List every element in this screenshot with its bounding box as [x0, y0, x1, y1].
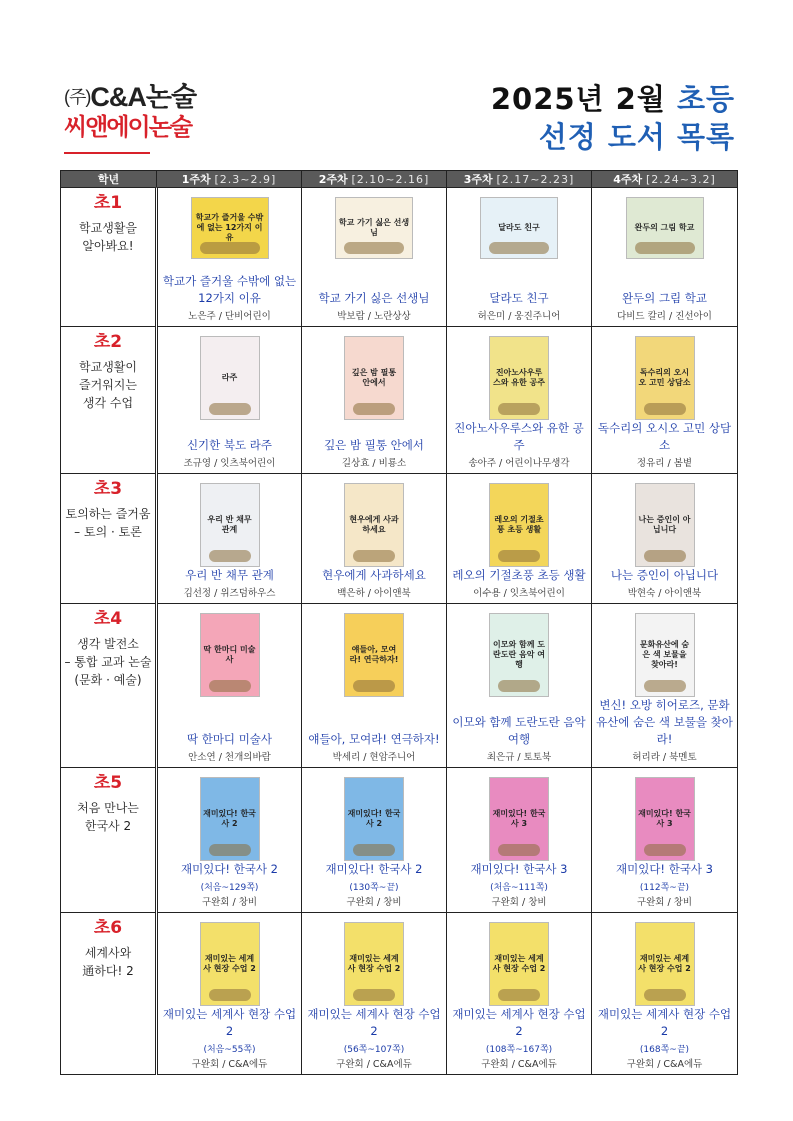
- book-cover-image: [344, 483, 404, 567]
- book-entry: [592, 768, 737, 912]
- book-entry: [447, 327, 591, 473]
- table-header-row: [61, 171, 738, 188]
- book-cover-image: [191, 197, 269, 259]
- logo-brand: C&A논술: [90, 82, 197, 112]
- cover-illustration: [209, 844, 251, 856]
- book-entry: [158, 768, 301, 912]
- book-cover-image: [489, 777, 549, 861]
- book-cover-text: 현우에게 사과하세요: [349, 515, 399, 534]
- book-author-publisher: 구완회 / 창비: [346, 897, 402, 908]
- book-cover-text: 재미있는 세계사 현장 수업 2: [203, 954, 256, 973]
- book-author-publisher: 구완회 / 창비: [201, 897, 258, 908]
- book-cover-image: [489, 613, 549, 697]
- book-cover-image: [344, 777, 404, 861]
- cover-illustration: [353, 403, 395, 415]
- book-entry: [592, 327, 737, 473]
- book-title: 재미있다! 한국사 3: [616, 862, 713, 876]
- cover-illustration: [200, 242, 260, 254]
- book-cell: [302, 327, 447, 474]
- book-title: 얘들아, 모여라! 연극하자!: [308, 732, 440, 746]
- book-cell: [447, 327, 592, 474]
- book-title: 달라도 친구: [489, 291, 549, 305]
- book-title: 딱 한마디 미술사: [186, 732, 273, 746]
- book-title: 재미있다! 한국사 2: [325, 862, 423, 876]
- book-title: 재미있는 세계사 현장 수업 2: [452, 1007, 586, 1038]
- book-cell: [157, 188, 302, 327]
- cover-illustration: [209, 989, 251, 1001]
- book-cover-text: 재미있다! 한국사 3: [638, 809, 691, 828]
- book-author-publisher: 구완회 / C&A에듀: [626, 1059, 703, 1070]
- book-cover-text: 재미있다! 한국사 2: [347, 809, 401, 828]
- book-author-publisher: 안소연 / 천개의바람: [188, 752, 271, 763]
- book-cover-text: 완두의 그림 학교: [634, 223, 695, 232]
- book-cell: [302, 604, 447, 768]
- book-cover-image: [489, 336, 549, 420]
- book-cover-text: 진아노사우루스와 유한 공주: [493, 368, 545, 387]
- cover-illustration: [353, 550, 395, 562]
- book-title: 재미있는 세계사 현장 수업 2: [307, 1007, 441, 1038]
- book-title: 깊은 밤 필통 안에서: [324, 438, 424, 452]
- book-entry: [447, 913, 591, 1074]
- week-label: 4주차: [613, 173, 643, 186]
- book-cell: [157, 604, 302, 768]
- header-week: [592, 171, 738, 188]
- book-cover-text: 재미있다! 한국사 3: [492, 809, 546, 828]
- table-row: [61, 768, 738, 913]
- title-level: 초등: [676, 82, 735, 116]
- book-cell: [157, 913, 302, 1075]
- book-cell: [157, 474, 302, 604]
- book-entry: [302, 604, 446, 767]
- book-cover-image: [200, 336, 260, 420]
- title-subtitle: 선정 도서 목록: [538, 120, 735, 154]
- week-dates: [2.24~3.2]: [645, 173, 716, 186]
- book-title: 이모와 함께 도란도란 음악 여행: [452, 715, 586, 746]
- grade-label: 초3: [93, 479, 123, 499]
- book-title: 완두의 그림 학교: [621, 291, 708, 305]
- book-cell: [592, 474, 738, 604]
- book-entry: [592, 188, 737, 326]
- book-author-publisher: 노은주 / 단비어린이: [188, 311, 271, 322]
- book-title: 현우에게 사과하세요: [322, 568, 426, 582]
- grade-topic-line: 학교생활이: [79, 360, 137, 374]
- cover-illustration: [635, 242, 695, 254]
- grade-topic-line: 通하다! 2: [82, 964, 134, 978]
- grade-label: 초2: [93, 332, 123, 352]
- grade-topic-line: 생각 발전소: [77, 637, 139, 651]
- book-entry: [158, 188, 301, 326]
- grade-cell: [61, 604, 157, 768]
- book-cell: [447, 474, 592, 604]
- book-entry: [158, 327, 301, 473]
- book-cover-image: [489, 483, 549, 567]
- grade-topic-line: – 토의 · 토론: [74, 525, 142, 539]
- page-range: (56쪽~107쪽): [343, 1045, 405, 1055]
- header-week: [447, 171, 592, 188]
- book-title: 신기한 북도 라주: [186, 438, 273, 452]
- grade-topic-line: 알아봐요!: [82, 239, 134, 253]
- grade-topic-line: 처음 만나는: [77, 801, 139, 815]
- cover-illustration: [644, 550, 686, 562]
- grade-label: 초1: [93, 193, 123, 213]
- grade-cell: [61, 327, 157, 474]
- cover-illustration: [353, 844, 395, 856]
- cover-illustration: [498, 550, 540, 562]
- book-cover-text: 독수리의 오시오 고민 상담소: [638, 368, 691, 387]
- book-entry: [158, 604, 301, 767]
- book-author-publisher: 박보람 / 노란상상: [337, 311, 411, 322]
- grade-topic-line: 한국사 2: [84, 819, 132, 833]
- book-title: 독수리의 오시오 고민 상담소: [597, 421, 732, 452]
- cover-illustration: [344, 242, 404, 254]
- book-cell: [157, 768, 302, 913]
- grade-topic-line: 세계사와: [84, 946, 132, 960]
- book-cover-image: [635, 777, 695, 861]
- week-dates: [2.17~2.23]: [496, 173, 575, 186]
- grade-topic-line: 즐거워지는: [79, 378, 137, 392]
- book-cover-text: 나는 증인이 아닙니다: [638, 515, 691, 534]
- grade-label: 초5: [93, 773, 123, 793]
- grade-topic-line: 토의하는 즐거움: [65, 507, 151, 521]
- book-entry: [592, 604, 737, 767]
- book-cell: [447, 604, 592, 768]
- table-row: [61, 604, 738, 768]
- book-cell: [302, 768, 447, 913]
- book-title: 재미있는 세계사 현장 수업 2: [162, 1007, 297, 1038]
- book-cover-image: [344, 922, 404, 1006]
- book-author-publisher: 조규영 / 잇츠북어린이: [183, 458, 276, 469]
- book-cover-image: [344, 336, 404, 420]
- book-author-publisher: 구완회 / 창비: [491, 897, 547, 908]
- logo-korean-name: 씨앤에이논술: [64, 113, 192, 141]
- week-label: 1주차: [181, 173, 211, 186]
- logo-wordmark: [64, 82, 196, 112]
- book-author-publisher: 박세리 / 현암주니어: [332, 752, 416, 763]
- book-title: 진아노사우루스와 유한 공주: [454, 421, 584, 452]
- book-author-publisher: 송아주 / 어린이나무생각: [468, 458, 570, 469]
- book-entry: [302, 327, 446, 473]
- book-cover-image: [626, 197, 704, 259]
- book-cover-text: 재미있는 세계사 현장 수업 2: [492, 954, 546, 973]
- book-cell: [592, 188, 738, 327]
- book-title: 변신! 오방 히어로즈, 문화유산에 숨은 색 보물을 찾아라!: [596, 698, 733, 746]
- book-author-publisher: 구완회 / C&A에듀: [191, 1059, 268, 1070]
- grade-topic-line: 학교생활을: [79, 221, 137, 235]
- grade-cell: [61, 768, 157, 913]
- table-row: [61, 188, 738, 327]
- book-cover-text: 재미있는 세계사 현장 수업 2: [347, 954, 401, 973]
- cover-illustration: [644, 403, 686, 415]
- book-cell: [592, 768, 738, 913]
- page-range: (처음~111쪽): [490, 883, 548, 893]
- week-label: 3주차: [463, 173, 493, 186]
- book-cell: [592, 604, 738, 768]
- book-cell: [302, 913, 447, 1075]
- cover-illustration: [498, 989, 540, 1001]
- page-range: (처음~129쪽): [200, 883, 259, 893]
- grade-topic-line: 생각 수업: [82, 396, 134, 410]
- title-date: 2025년 2월: [490, 82, 666, 116]
- book-title: 재미있다! 한국사 3: [470, 862, 568, 876]
- book-author-publisher: 정유리 / 봄볕: [636, 458, 693, 469]
- book-cover-image: [200, 483, 260, 567]
- logo-paren: (주): [64, 87, 91, 107]
- book-cover-image: [344, 613, 404, 697]
- week-label: 2주차: [318, 173, 348, 186]
- grade-cell: [61, 188, 157, 327]
- book-cover-image: [635, 613, 695, 697]
- book-entry: [447, 604, 591, 767]
- book-entry: [302, 913, 446, 1074]
- page-range: (처음~55쪽): [203, 1045, 256, 1055]
- book-author-publisher: 허은미 / 웅진주니어: [477, 311, 561, 322]
- page-range: (112쪽~끝): [639, 883, 690, 893]
- book-list-table: [60, 170, 738, 1075]
- book-author-publisher: 구완회 / 창비: [636, 897, 693, 908]
- book-entry: [592, 474, 737, 603]
- book-author-publisher: 김선정 / 위즈덤하우스: [183, 588, 276, 599]
- cover-illustration: [644, 989, 686, 1001]
- cover-illustration: [644, 680, 686, 692]
- grade-cell: [61, 474, 157, 604]
- header-grade: 학년: [61, 171, 157, 188]
- book-cover-text: 재미있는 세계사 현장 수업 2: [638, 954, 691, 973]
- book-entry: [447, 474, 591, 603]
- book-entry: [302, 474, 446, 603]
- week-dates: [2.10~2.16]: [351, 173, 430, 186]
- book-cover-text: 레오의 기절초풍 초등 생활: [494, 515, 544, 534]
- book-cover-text: 딱 한마디 미술사: [203, 645, 256, 664]
- grade-label: 초4: [93, 609, 123, 629]
- book-cover-text: 학교가 즐거울 수밖에 없는 12가지 이유: [195, 213, 264, 242]
- book-title: 학교가 즐거울 수밖에 없는 12가지 이유: [162, 274, 297, 305]
- book-cover-text: 달라도 친구: [498, 223, 540, 232]
- book-author-publisher: 허리라 / 북멘토: [632, 752, 697, 763]
- book-cover-text: 얘들아, 모여라! 연극하자!: [349, 645, 399, 664]
- book-cell: [447, 913, 592, 1075]
- book-author-publisher: 구완회 / C&A에듀: [336, 1059, 412, 1070]
- table-body: [61, 188, 738, 1075]
- page-range: (168쪽~끝): [639, 1045, 690, 1055]
- book-cover-text: 재미있다! 한국사 2: [203, 809, 256, 828]
- page-range: (108쪽~167쪽): [485, 1045, 553, 1055]
- book-cover-image: [635, 922, 695, 1006]
- book-cover-image: [635, 336, 695, 420]
- cover-illustration: [498, 403, 540, 415]
- book-cover-image: [200, 777, 260, 861]
- book-cover-image: [635, 483, 695, 567]
- cover-illustration: [353, 680, 395, 692]
- cover-illustration: [209, 403, 251, 415]
- book-author-publisher: 이수용 / 잇츠북어린이: [473, 588, 565, 599]
- cover-illustration: [353, 989, 395, 1001]
- book-cell: [447, 768, 592, 913]
- book-author-publisher: 구완회 / C&A에듀: [481, 1059, 557, 1070]
- cover-illustration: [498, 680, 540, 692]
- book-cover-text: 깊은 밤 필통 안에서: [351, 368, 397, 387]
- book-title: 레오의 기절초풍 초등 생활: [452, 568, 586, 582]
- book-author-publisher: 길상효 / 비룡소: [341, 458, 407, 469]
- book-cover-image: [480, 197, 558, 259]
- logo-underline: [64, 152, 150, 154]
- book-author-publisher: 최은규 / 토토북: [486, 752, 552, 763]
- book-cell: [157, 327, 302, 474]
- book-cover-text: 라주: [221, 373, 238, 382]
- page-range: (130쪽~끝): [349, 883, 399, 893]
- book-cover-image: [335, 197, 413, 259]
- header-week: [302, 171, 447, 188]
- book-cover-image: [489, 922, 549, 1006]
- book-cover-image: [200, 613, 260, 697]
- cover-illustration: [644, 844, 686, 856]
- table-row: [61, 913, 738, 1075]
- book-title: 재미있는 세계사 현장 수업 2: [597, 1007, 732, 1038]
- grade-label: 초6: [93, 918, 123, 938]
- book-cell: [592, 327, 738, 474]
- page-title: [491, 80, 735, 156]
- cover-illustration: [209, 550, 251, 562]
- book-cover-image: [200, 922, 260, 1006]
- grade-topic-line: – 통합 교과 논술: [64, 655, 152, 669]
- book-cover-text: 문화유산에 숨은 색 보물을 찾아라!: [639, 640, 690, 669]
- book-cell: [592, 913, 738, 1075]
- table-row: [61, 327, 738, 474]
- week-dates: [2.3~2.9]: [214, 173, 277, 186]
- book-cell: [302, 188, 447, 327]
- book-entry: [158, 913, 301, 1074]
- cover-illustration: [209, 680, 251, 692]
- book-author-publisher: 백은하 / 아이앤북: [337, 588, 411, 599]
- header-week: [157, 171, 302, 188]
- cover-illustration: [489, 242, 549, 254]
- cover-illustration: [498, 844, 540, 856]
- book-entry: [302, 188, 446, 326]
- book-entry: [447, 188, 591, 326]
- book-cell: [447, 188, 592, 327]
- book-title: 학교 가기 싫은 선생님: [318, 291, 430, 305]
- book-entry: [302, 768, 446, 912]
- book-title: 나는 증인이 아닙니다: [610, 568, 719, 582]
- book-title: 재미있다! 한국사 2: [181, 862, 278, 876]
- book-cover-text: 학교 가기 싫은 선생님: [338, 218, 410, 237]
- grade-cell: [61, 913, 157, 1075]
- book-entry: [158, 474, 301, 603]
- grade-topic-line: (문화 · 예술): [74, 673, 142, 687]
- book-entry: [447, 768, 591, 912]
- book-author-publisher: 다비드 칼리 / 진선아이: [617, 311, 712, 322]
- book-title: 우리 반 채무 관계: [185, 568, 274, 582]
- book-cover-text: 우리 반 채무 관계: [207, 515, 252, 534]
- book-cover-text: 이모와 함께 도란도란 음악 여행: [493, 640, 545, 669]
- book-cell: [302, 474, 447, 604]
- company-logo: [64, 82, 196, 154]
- book-author-publisher: 박현숙 / 아이앤북: [627, 588, 702, 599]
- book-entry: [592, 913, 737, 1074]
- table-row: [61, 474, 738, 604]
